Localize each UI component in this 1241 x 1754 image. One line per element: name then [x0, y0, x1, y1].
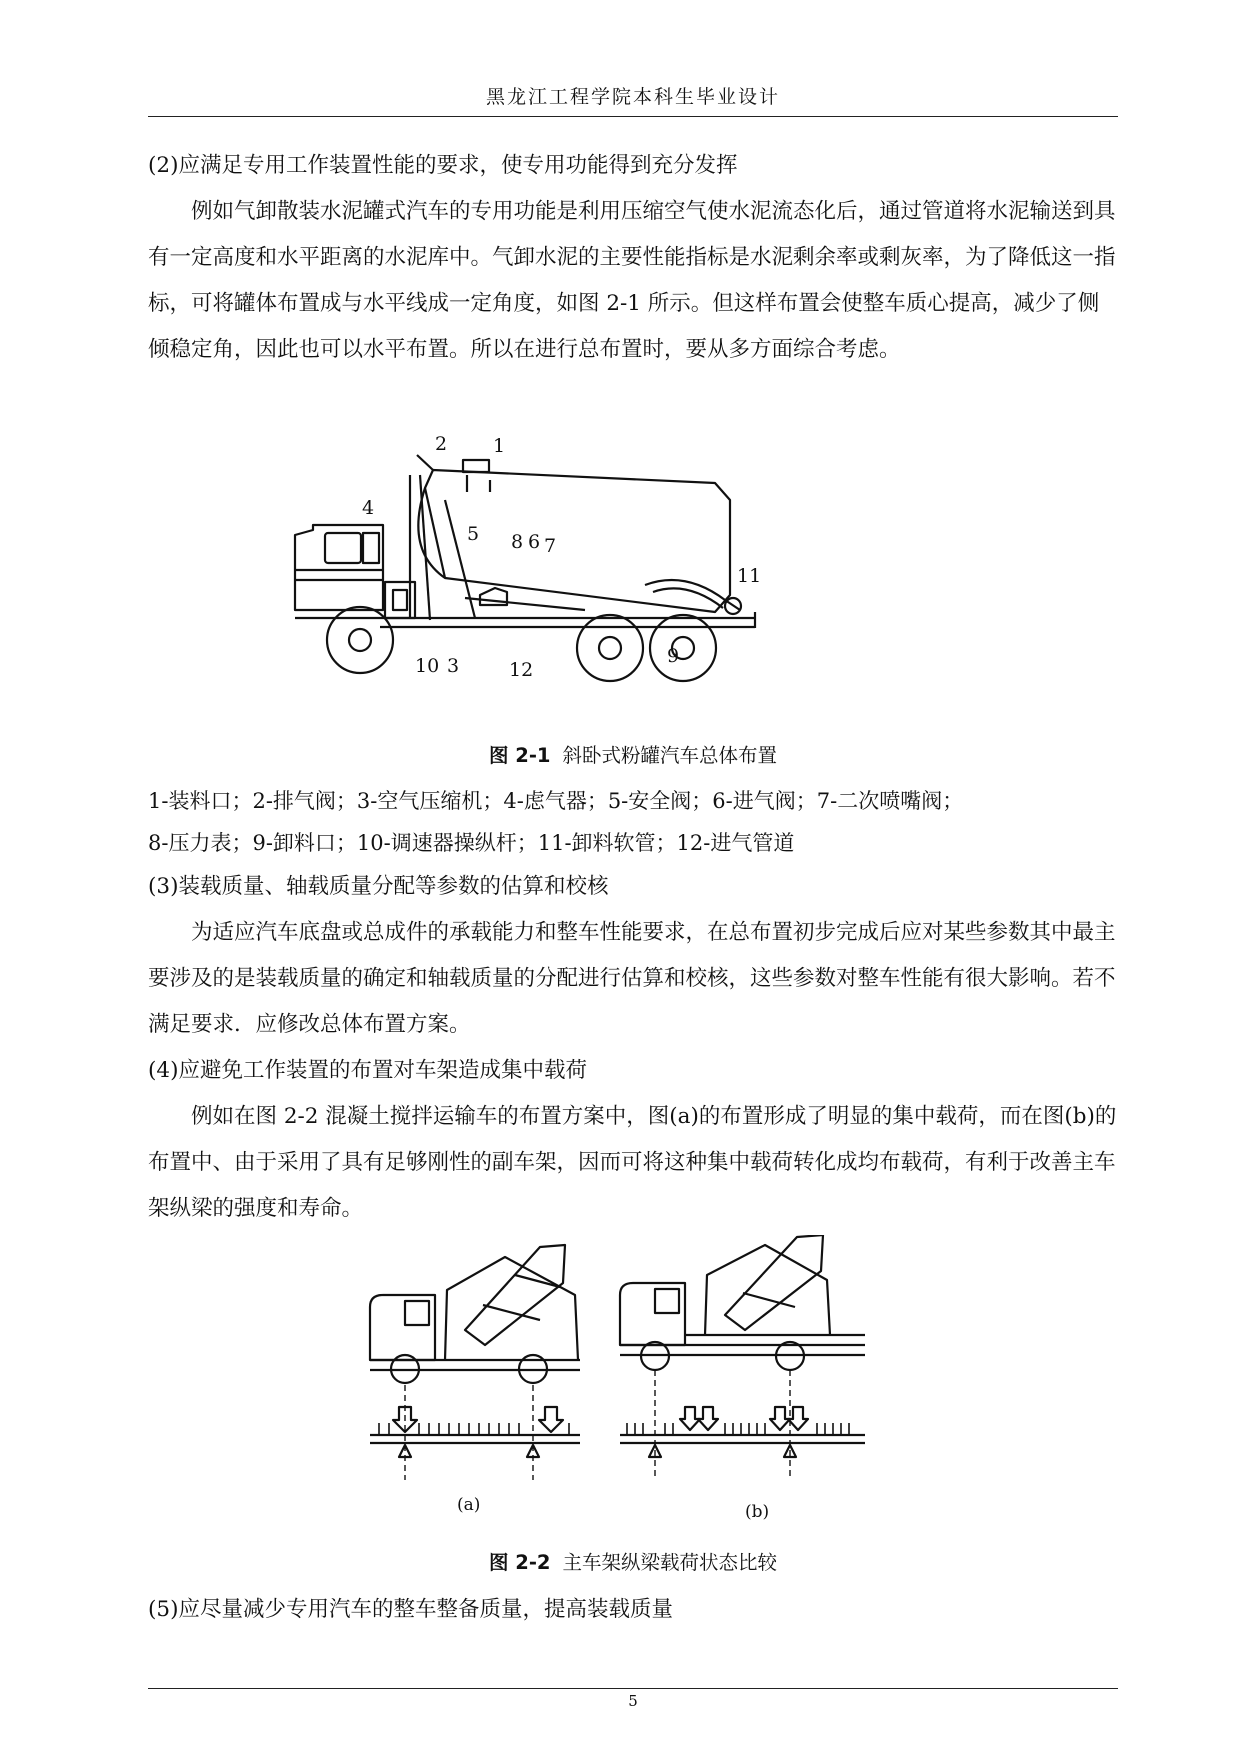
figure-1-label-8: 8 [511, 531, 524, 553]
header-rule [148, 116, 1118, 117]
tanker-truck-drawing [285, 430, 845, 710]
figure-2-label-a: (a) [457, 1495, 481, 1515]
figure-1-label-11: 11 [737, 565, 762, 587]
figure-1-label-12: 12 [509, 659, 534, 681]
figure-1-label-2: 2 [435, 433, 448, 455]
figure-1-label-3: 3 [447, 655, 460, 677]
section-3-paragraph: 为适应汽车底盘或总成件的承载能力和整车性能要求，在总布置初步完成后应对某些参数其中最主要涉及的是装载质量的确定和轴载质量的分配进行估算和校核，这些参数对整车性能有很大影响。若不满足要求．应修改总体布置方案。 [148, 920, 1116, 1037]
figure-2-1-title: 斜卧式粉罐汽车总体布置 [562, 744, 778, 767]
mixer-truck-drawing [365, 1235, 875, 1525]
figure-1-label-7: 7 [544, 535, 557, 557]
figure-2-2 [365, 1235, 875, 1525]
section-2-heading: (2)应满足专用工作装置性能的要求，使专用功能得到充分发挥 [148, 153, 738, 178]
figure-1-label-9: 9 [667, 645, 680, 667]
page-number: 5 [628, 1692, 638, 1710]
section-4-paragraph: 例如在图 2-2 混凝土搅拌运输车的布置方案中，图(a)的布置形成了明显的集中载荷，而在图(b)的布置中、由于采用了具有足够刚性的副车架，因而可将这种集中载荷转化成均布载荷，有利于改善主车架纵梁的强度和寿命。 [148, 1104, 1117, 1221]
figure-2-label-b: (b) [745, 1502, 770, 1522]
figure-1-label-4: 4 [362, 497, 375, 519]
figure-1-label-5: 5 [467, 523, 480, 545]
section-4-heading: (4)应避免工作装置的布置对车架造成集中载荷 [148, 1058, 587, 1083]
section-5-heading: (5)应尽量减少专用汽车的整车整备质量，提高装载质量 [148, 1597, 673, 1622]
section-2-paragraph: 例如气卸散装水泥罐式汽车的专用功能是利用压缩空气使水泥流态化后，通过管道将水泥输送到具有一定高度和水平距离的水泥库中。气卸水泥的主要性能指标是水泥剩余率或剩灰率，为了降低这一指标，可将罐体布置成与水平线成一定角度，如图 2-1 所示。但这样布置会使整车质心提高，减少了侧倾稳定角，因此也可以水平布置。所以在进行总布置时，要从多方面综合考虑。 [148, 199, 1116, 362]
footer-rule [148, 1688, 1118, 1689]
section-3-heading: (3)装载质量、轴载质量分配等参数的估算和校核 [148, 874, 609, 899]
figure-1-label-6: 6 [528, 531, 541, 553]
figure-2-1 [285, 430, 845, 710]
running-header: 黑龙江工程学院本科生毕业设计 [485, 86, 780, 108]
figure-2-1-legend-line-2: 8-压力表；9-卸料口；10-调速器操纵杆；11-卸料软管；12-进气管道 [148, 831, 795, 855]
figure-2-2-title: 主车架纵梁载荷状态比较 [562, 1551, 778, 1574]
figure-2-1-legend-line-1: 1-装料口；2-排气阀；3-空气压缩机；4-虑气器；5-安全阀；6-进气阀；7-二次喷嘴阀； [148, 789, 964, 813]
figure-1-label-1: 1 [493, 435, 506, 457]
figure-2-1-number: 图 2-1 [488, 744, 551, 767]
figure-2-1-caption [148, 740, 1118, 768]
figure-2-2-number: 图 2-2 [488, 1551, 551, 1574]
figure-1-label-10: 10 [415, 655, 440, 677]
figure-2-2-caption [148, 1547, 1118, 1575]
